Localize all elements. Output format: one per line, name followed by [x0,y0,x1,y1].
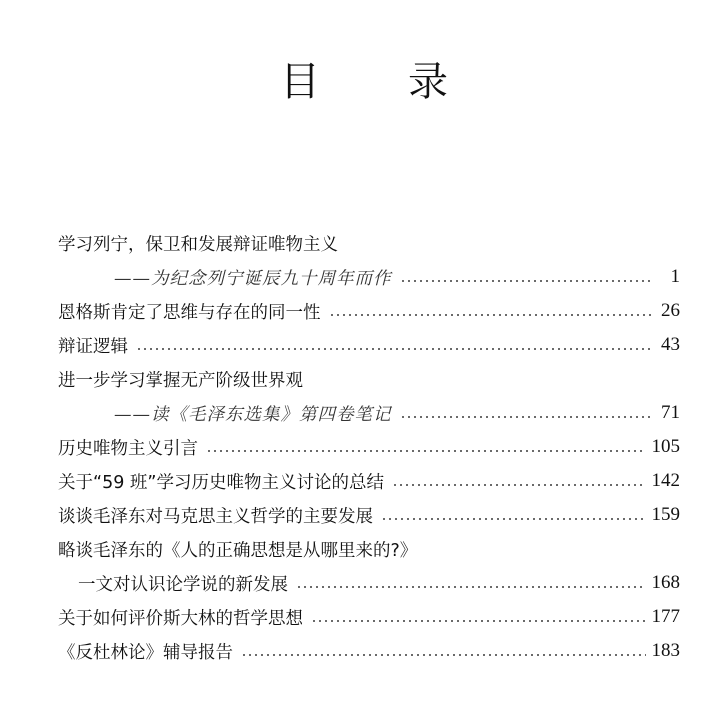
toc-entry[interactable] [58,464,680,498]
toc-entry-title: 进一步学习掌握无产阶级世界观 [58,370,303,391]
toc-page-number: 1 [670,266,680,287]
toc-entry[interactable] [58,396,680,430]
toc-page-number: 71 [661,402,680,423]
toc-entry[interactable] [58,566,680,600]
toc-entry[interactable] [58,294,680,328]
dot-leader [381,518,646,520]
toc-entry[interactable] [58,600,680,634]
toc-entry[interactable] [58,430,680,464]
toc-entry-subtitle: ——为纪念列宁诞辰九十周年而作 [114,268,392,289]
toc-entry[interactable] [58,328,680,362]
table-of-contents [58,226,680,668]
toc-entry-title: 关于“59 班”学习历史唯物主义讨论的总结 [58,472,384,493]
toc-page-number: 105 [651,436,680,457]
toc-entry-title: 辩证逻辑 [58,336,128,357]
toc-entry[interactable] [58,226,680,260]
dot-leader [296,586,646,588]
toc-page-number: 183 [651,640,680,661]
toc-page-number: 177 [651,606,680,627]
toc-page-number: 142 [651,470,680,491]
toc-entry-title: 关于如何评价斯大林的哲学思想 [58,608,303,629]
toc-entry[interactable] [58,260,680,294]
toc-page-number: 26 [661,300,680,321]
toc-page-number: 43 [661,334,680,355]
dot-leader [136,348,654,350]
toc-entry-subtitle: 一文对认识论学说的新发展 [78,574,288,595]
toc-page-number: 168 [651,572,680,593]
dot-leader [400,280,655,282]
toc-entry-title: 恩格斯肯定了思维与存在的同一性 [58,302,321,323]
dot-leader [206,450,646,452]
title-char-2: 录 [408,59,448,105]
page-title [0,58,728,106]
toc-entry-subtitle: ——读《毛泽东选集》第四卷笔记 [114,404,392,425]
toc-entry[interactable] [58,362,680,396]
dot-leader [241,654,646,656]
toc-entry[interactable] [58,532,680,566]
toc-entry-title: 《反杜林论》辅导报告 [58,642,233,663]
dot-leader [400,416,655,418]
toc-entry[interactable] [58,634,680,668]
toc-entry-title: 略谈毛泽东的《人的正确思想是从哪里来的?》 [58,540,418,561]
title-char-1: 目 [280,59,320,105]
dot-leader [311,620,646,622]
toc-entry[interactable] [58,498,680,532]
toc-entry-title: 历史唯物主义引言 [58,438,198,459]
dot-leader [392,484,646,486]
toc-entry-title: 学习列宁，保卫和发展辩证唯物主义 [58,234,338,255]
toc-page-number: 159 [651,504,680,525]
dot-leader [329,314,655,316]
toc-entry-title: 谈谈毛泽东对马克思主义哲学的主要发展 [58,506,373,527]
